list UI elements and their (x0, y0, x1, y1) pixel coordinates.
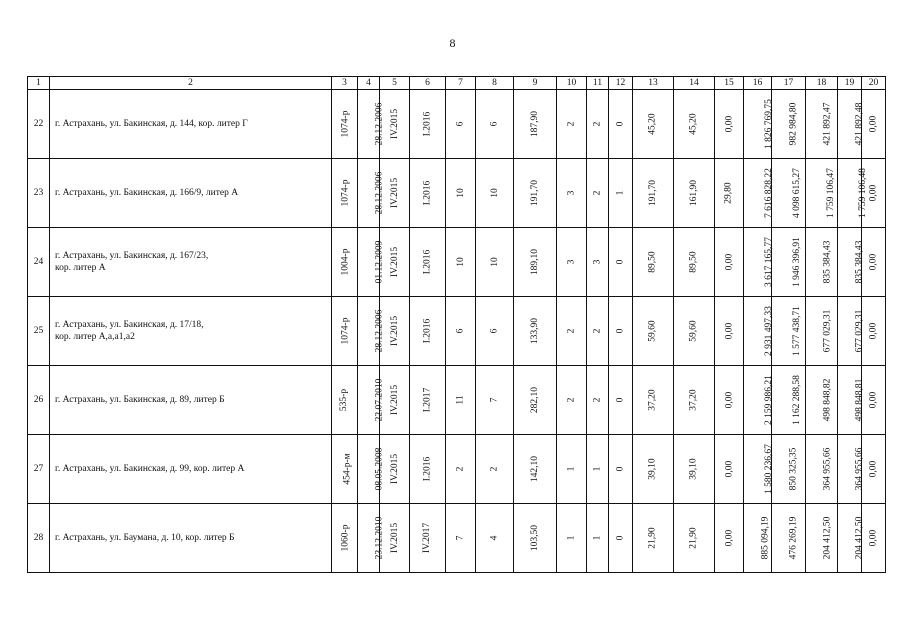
cell-col-13 (633, 366, 674, 435)
cell-value: 4 (489, 535, 500, 541)
cell-value: 0,00 (868, 184, 879, 202)
address-cell (50, 90, 332, 159)
cell-value: 0,00 (868, 529, 879, 547)
cell-value: 89,50 (648, 251, 658, 273)
cell-value: 982 984,80 (788, 102, 799, 146)
cell-value: 1 577 438,71 (791, 306, 802, 356)
address-cell (50, 159, 332, 228)
table-row (28, 228, 886, 297)
cell-value: 421 892,47 (822, 102, 833, 146)
cell-col-9 (514, 90, 557, 159)
cell-col-6 (410, 297, 446, 366)
cell-value: 421 892,48 (854, 102, 865, 146)
cell-value: 0 (615, 397, 626, 403)
cell-value: 0,00 (868, 322, 879, 340)
cell-value: 21,90 (689, 527, 699, 549)
cell-col-17 (772, 228, 806, 297)
cell-value: 3 (592, 259, 603, 265)
cell-value: 0 (615, 259, 626, 265)
cell-col-12 (609, 159, 633, 228)
cell-col-19 (838, 366, 865, 435)
column-header-6: 6 (410, 77, 446, 90)
cell-value: 89,50 (689, 251, 699, 273)
address-line: г. Астрахань, ул. Бакинская, д. 17/18, (55, 320, 204, 330)
cell-col-7 (446, 90, 476, 159)
cell-value: 142,10 (530, 455, 540, 483)
cell-col-16 (744, 435, 772, 504)
cell-col-20 (862, 366, 886, 435)
cell-col-16 (744, 504, 772, 573)
address-line: кор. литер А,а,а1,а2 (55, 332, 135, 342)
cell-col-3 (332, 228, 358, 297)
column-header-5: 5 (380, 77, 410, 90)
cell-col-10 (557, 366, 587, 435)
cell-col-18 (806, 297, 838, 366)
cell-col-4 (358, 504, 385, 573)
cell-value: 7 (455, 535, 466, 541)
cell-col-19 (838, 228, 865, 297)
cell-col-4 (358, 159, 385, 228)
housing-register-table (27, 76, 886, 573)
cell-value: 4 098 615,27 (791, 168, 802, 218)
cell-col-9 (514, 435, 557, 504)
cell-col-8 (476, 228, 514, 297)
cell-col-14 (674, 297, 715, 366)
table-row (28, 90, 886, 159)
cell-col-8 (476, 159, 514, 228)
table-row (28, 366, 886, 435)
column-header-7: 7 (446, 77, 476, 90)
column-header-15: 15 (715, 77, 744, 90)
cell-col-18 (806, 504, 838, 573)
cell-col-20 (862, 435, 886, 504)
cell-col-19 (838, 159, 868, 228)
cell-col-15 (715, 366, 744, 435)
cell-col-13 (633, 90, 674, 159)
cell-col-20 (862, 90, 886, 159)
cell-value: IV.2015 (390, 522, 401, 554)
cell-value: 364 955,66 (822, 447, 833, 491)
cell-value: I.2016 (422, 111, 433, 137)
cell-col-9 (514, 504, 557, 573)
cell-value: IV.2015 (390, 453, 401, 485)
cell-value: 2 (592, 121, 603, 127)
cell-value: 10 (455, 188, 466, 198)
cell-value: 1 580 236,67 (763, 444, 774, 494)
cell-value: 282,10 (530, 386, 540, 414)
address-cell (50, 366, 332, 435)
cell-value: 3 (566, 259, 577, 265)
row-number: 28 (28, 504, 50, 573)
cell-col-6 (410, 435, 446, 504)
cell-value: 885 094,19 (760, 516, 771, 560)
cell-value: 364 955,66 (854, 447, 865, 491)
cell-value: 0,00 (724, 391, 734, 409)
cell-value: 0 (615, 121, 626, 127)
table-row (28, 297, 886, 366)
cell-value: 39,10 (648, 458, 658, 480)
row-number: 25 (28, 297, 50, 366)
table-row (28, 159, 886, 228)
cell-col-10 (557, 90, 587, 159)
cell-value: 1 (592, 535, 603, 541)
cell-value: 835 384,43 (822, 240, 833, 284)
cell-col-16 (744, 366, 772, 435)
table-row (28, 504, 886, 573)
cell-value: 59,60 (648, 320, 658, 342)
cell-value: 204 412,50 (822, 516, 833, 560)
cell-col-6 (410, 159, 446, 228)
cell-value: 498 848,82 (822, 378, 833, 422)
cell-col-20 (862, 228, 886, 297)
cell-col-16 (744, 228, 772, 297)
cell-value: 45,20 (648, 113, 658, 135)
cell-value: 0 (615, 535, 626, 541)
cell-col-17 (772, 435, 806, 504)
cell-col-11 (587, 366, 609, 435)
row-number: 27 (28, 435, 50, 504)
address-line: кор. литер А (55, 263, 106, 273)
cell-col-10 (557, 504, 587, 573)
column-header-8: 8 (476, 77, 514, 90)
cell-value: I.2016 (422, 249, 433, 275)
cell-value: 10 (455, 257, 466, 267)
cell-col-17 (772, 159, 806, 228)
row-number: 23 (28, 159, 50, 228)
cell-value: 10 (489, 257, 500, 267)
cell-value: 1 (592, 466, 603, 472)
cell-col-6 (410, 366, 446, 435)
cell-col-10 (557, 435, 587, 504)
cell-value: 7 616 828,22 (763, 168, 774, 218)
cell-col-18 (806, 159, 838, 228)
address-cell (50, 228, 332, 297)
cell-col-18 (806, 366, 838, 435)
cell-value: 1060-р (340, 524, 351, 552)
cell-value: 3 (566, 190, 577, 196)
cell-value: 189,10 (530, 248, 540, 276)
cell-col-17 (772, 90, 806, 159)
cell-value: 677 029,31 (822, 309, 833, 353)
cell-value: 1074-р (340, 179, 351, 207)
address-line: г. Астрахань, ул. Бакинская, д. 99, кор. литер А (55, 464, 245, 474)
cell-col-13 (633, 228, 674, 297)
cell-col-15 (715, 90, 744, 159)
cell-col-4 (358, 366, 385, 435)
cell-value: 2 (592, 397, 603, 403)
cell-value: 0,00 (868, 391, 879, 409)
cell-col-19 (838, 504, 865, 573)
cell-value: 45,20 (689, 113, 699, 135)
cell-col-16 (744, 297, 772, 366)
cell-col-13 (633, 159, 674, 228)
cell-col-20 (862, 504, 886, 573)
cell-col-8 (476, 90, 514, 159)
cell-value: 1074-р (340, 317, 351, 345)
cell-col-7 (446, 297, 476, 366)
cell-col-4 (358, 228, 385, 297)
address-line: г. Астрахань, ул. Бакинская, д. 166/9, литер А (55, 188, 239, 198)
cell-col-7 (446, 366, 476, 435)
cell-value: 2 (489, 466, 500, 472)
column-number-header-row (28, 77, 886, 90)
address-cell (50, 504, 332, 573)
cell-value: 2 159 986,21 (763, 375, 774, 425)
cell-value: 08.05.2008 (374, 447, 385, 491)
cell-col-15 (715, 435, 744, 504)
cell-col-11 (587, 504, 609, 573)
address-line: г. Астрахань, ул. Бакинская, д. 89, литер Б (55, 395, 225, 405)
cell-col-18 (806, 90, 838, 159)
cell-col-18 (806, 435, 838, 504)
cell-col-10 (557, 228, 587, 297)
cell-col-17 (772, 504, 806, 573)
cell-col-16 (744, 159, 772, 228)
cell-col-15 (715, 228, 744, 297)
cell-col-12 (609, 435, 633, 504)
cell-value: IV.2015 (390, 177, 401, 209)
column-header-11: 11 (587, 77, 609, 90)
column-header-2: 2 (50, 77, 332, 90)
cell-col-7 (446, 435, 476, 504)
cell-value: IV.2015 (390, 246, 401, 278)
cell-value: 1 162 288,58 (791, 375, 802, 425)
cell-value: 498 848,81 (854, 378, 865, 422)
cell-col-14 (674, 504, 715, 573)
cell-value: 1 (615, 190, 626, 196)
cell-value: 39,10 (689, 458, 699, 480)
cell-value: 2 931 497,33 (763, 306, 774, 356)
cell-value: 191,70 (530, 179, 540, 207)
cell-col-11 (587, 159, 609, 228)
cell-col-8 (476, 435, 514, 504)
cell-col-7 (446, 228, 476, 297)
page-number: 8 (449, 36, 456, 50)
cell-col-16 (744, 90, 772, 159)
address-cell (50, 297, 332, 366)
cell-value: 1 946 396,91 (791, 237, 802, 287)
cell-col-12 (609, 297, 633, 366)
cell-col-6 (410, 90, 446, 159)
cell-col-17 (772, 297, 806, 366)
cell-value: 2 (566, 328, 577, 334)
cell-col-20 (862, 297, 886, 366)
cell-col-14 (674, 228, 715, 297)
column-header-18: 18 (806, 77, 838, 90)
cell-col-11 (587, 228, 609, 297)
cell-col-11 (587, 435, 609, 504)
cell-col-19 (838, 90, 865, 159)
cell-col-9 (514, 297, 557, 366)
cell-value: 133,90 (530, 317, 540, 345)
table-row (28, 435, 886, 504)
cell-col-4 (358, 435, 385, 504)
column-header-20: 20 (862, 77, 886, 90)
cell-col-14 (674, 90, 715, 159)
cell-value: 0,00 (724, 460, 734, 478)
cell-value: I.2016 (422, 180, 433, 206)
cell-value: 2 (566, 397, 577, 403)
column-header-13: 13 (633, 77, 674, 90)
cell-value: 1 759 106,47 (825, 168, 836, 218)
cell-col-9 (514, 159, 557, 228)
row-number: 22 (28, 90, 50, 159)
cell-col-6 (410, 504, 446, 573)
address-line: г. Астрахань, ул. Бакинская, д. 167/23, (55, 251, 209, 261)
cell-col-3 (332, 90, 358, 159)
cell-col-12 (609, 504, 633, 573)
cell-value: 21,90 (648, 527, 658, 549)
cell-value: 0,00 (724, 529, 734, 547)
cell-value: 0,00 (724, 115, 734, 133)
cell-value: 6 (489, 328, 500, 334)
cell-col-13 (633, 435, 674, 504)
cell-col-14 (674, 159, 715, 228)
cell-col-9 (514, 366, 557, 435)
cell-value: 835 384,43 (854, 240, 865, 284)
cell-value: 850 325,35 (788, 447, 799, 491)
cell-value: 103,50 (530, 524, 540, 552)
cell-value: 28.12.2006 (374, 171, 385, 215)
cell-col-7 (446, 504, 476, 573)
cell-value: 1 759 106,48 (857, 168, 868, 218)
cell-value: 1 (566, 466, 577, 472)
cell-col-3 (332, 366, 358, 435)
cell-value: 0,00 (868, 115, 879, 133)
cell-value: 0,00 (724, 322, 734, 340)
column-header-16: 16 (744, 77, 772, 90)
cell-value: 1 (566, 535, 577, 541)
cell-col-8 (476, 504, 514, 573)
cell-col-3 (332, 435, 358, 504)
address-line: г. Астрахань, ул. Бакинская, д. 144, кор. литер Г (55, 119, 248, 129)
cell-col-12 (609, 366, 633, 435)
cell-value: 204 412,50 (854, 516, 865, 560)
column-header-4: 4 (358, 77, 380, 90)
column-header-17: 17 (772, 77, 806, 90)
cell-col-11 (587, 90, 609, 159)
cell-value: 454-р-м (342, 453, 353, 485)
cell-col-12 (609, 228, 633, 297)
cell-value: 0 (615, 328, 626, 334)
cell-col-18 (806, 228, 838, 297)
cell-value: IV.2015 (390, 384, 401, 416)
cell-value: 01.12.2009 (374, 240, 385, 284)
cell-col-4 (358, 90, 385, 159)
cell-value: 161,90 (689, 179, 699, 207)
column-header-3: 3 (332, 77, 358, 90)
cell-col-11 (587, 297, 609, 366)
cell-value: 37,20 (648, 389, 658, 411)
cell-value: 6 (455, 121, 466, 127)
cell-value: 1004-р (340, 248, 351, 276)
cell-col-15 (715, 297, 744, 366)
cell-value: 28.12.2006 (374, 102, 385, 146)
cell-col-15 (715, 159, 744, 228)
cell-value: 1 826 769,75 (763, 99, 774, 149)
cell-value: 7 (489, 397, 500, 403)
cell-value: I.2017 (422, 387, 433, 413)
cell-value: 2 (592, 328, 603, 334)
cell-value: IV.2017 (422, 522, 433, 554)
cell-value: IV.2015 (390, 108, 401, 140)
cell-value: 476 269,19 (788, 516, 799, 560)
column-header-12: 12 (609, 77, 633, 90)
cell-col-17 (772, 366, 806, 435)
row-number: 24 (28, 228, 50, 297)
cell-col-15 (715, 504, 744, 573)
cell-value: 10 (489, 188, 500, 198)
cell-value: I.2016 (422, 456, 433, 482)
cell-value: 187,90 (530, 110, 540, 138)
cell-col-13 (633, 297, 674, 366)
cell-col-19 (838, 297, 865, 366)
cell-col-12 (609, 90, 633, 159)
cell-value: 2 (566, 121, 577, 127)
column-header-14: 14 (674, 77, 715, 90)
cell-value: 59,60 (689, 320, 699, 342)
cell-col-9 (514, 228, 557, 297)
cell-col-3 (332, 159, 358, 228)
column-header-10: 10 (557, 77, 587, 90)
cell-col-3 (332, 297, 358, 366)
cell-col-4 (358, 297, 385, 366)
cell-col-6 (410, 228, 446, 297)
cell-value: 29,80 (724, 182, 734, 204)
cell-value: 6 (489, 121, 500, 127)
cell-value: 1074-р (340, 110, 351, 138)
cell-value: 191,70 (648, 179, 658, 207)
cell-col-19 (838, 435, 865, 504)
cell-value: 28.12.2006 (374, 309, 385, 353)
cell-value: 3 617 165,77 (763, 237, 774, 287)
row-number: 26 (28, 366, 50, 435)
address-cell (50, 435, 332, 504)
cell-value: 11 (455, 395, 466, 405)
cell-col-8 (476, 297, 514, 366)
cell-col-10 (557, 297, 587, 366)
cell-value: 0,00 (724, 253, 734, 271)
cell-value: 6 (455, 328, 466, 334)
column-header-19: 19 (838, 77, 862, 90)
cell-value: 2 (455, 466, 466, 472)
cell-value: I.2016 (422, 318, 433, 344)
cell-col-8 (476, 366, 514, 435)
cell-col-14 (674, 435, 715, 504)
cell-value: 0,00 (868, 460, 879, 478)
column-header-9: 9 (514, 77, 557, 90)
cell-value: 0,00 (868, 253, 879, 271)
cell-value: 535-р (339, 388, 350, 412)
cell-value: 23.12.2010 (374, 516, 385, 560)
address-line: г. Астрахань, ул. Баумана, д. 10, кор. литер Б (55, 533, 235, 543)
cell-col-13 (633, 504, 674, 573)
cell-col-3 (332, 504, 358, 573)
cell-value: 677 029,31 (854, 309, 865, 353)
cell-value: 37,20 (689, 389, 699, 411)
cell-value: 22.07.2010 (374, 378, 385, 422)
cell-value: IV.2015 (390, 315, 401, 347)
column-header-1: 1 (28, 77, 50, 90)
cell-col-10 (557, 159, 587, 228)
cell-value: 2 (592, 190, 603, 196)
cell-col-14 (674, 366, 715, 435)
cell-value: 0 (615, 466, 626, 472)
cell-col-7 (446, 159, 476, 228)
